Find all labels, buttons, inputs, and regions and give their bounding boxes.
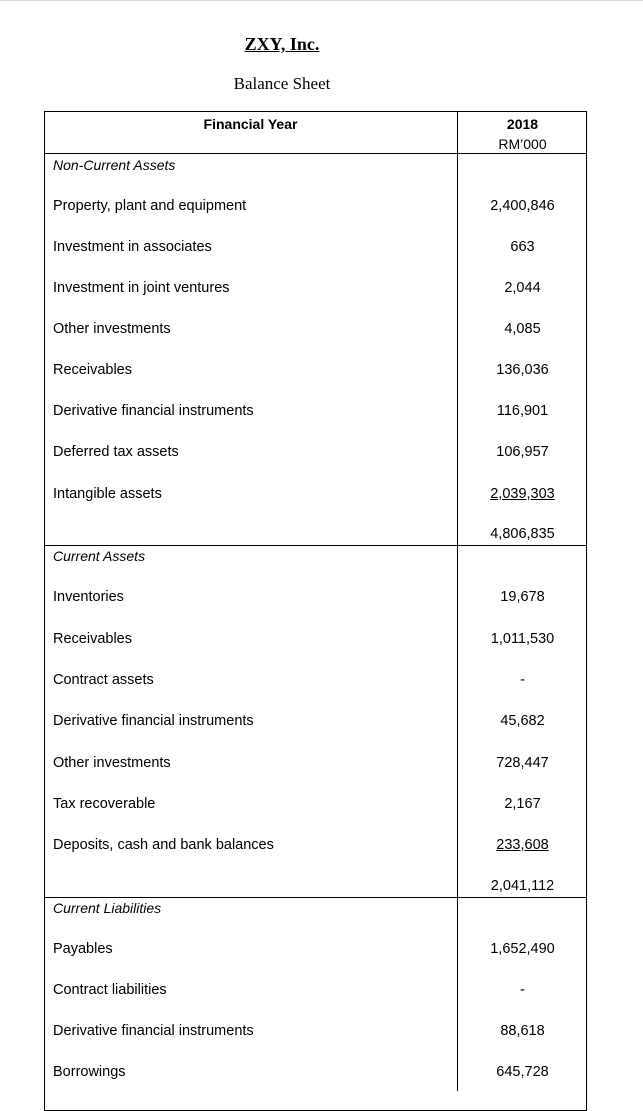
row-label: Investment in joint ventures [53,280,230,296]
row-value: 116,901 [496,403,549,419]
row-label: Investment in associates [53,239,212,255]
row-value: 45,682 [500,713,545,729]
company-name: ZXY, Inc. [244,34,320,54]
row-value: 136,036 [496,362,549,378]
row-label: Borrowings [53,1064,126,1080]
row-label: Deposits, cash and bank balances [53,837,274,853]
section-heading-current-assets: Current Assets [53,548,146,564]
row-label: Receivables [53,362,132,378]
section-heading-current-liabilities: Current Liabilities [53,900,162,916]
row-label: Other investments [53,755,171,771]
row-value: 19,678 [500,589,545,605]
row-label: Derivative financial instruments [53,713,254,729]
row-label: Derivative financial instruments [53,403,254,419]
non-current-assets-total: 4,806,835 [490,526,555,542]
row-value: 1,652,490 [490,941,555,957]
row-value: 1,011,530 [490,631,555,647]
row-value: 663 [510,239,535,255]
row-label: Inventories [53,589,124,605]
row-value: 728,447 [496,755,549,771]
section-heading-non-current-assets: Non-Current Assets [53,157,176,173]
document-title: Balance Sheet [233,74,331,93]
page-top-border [0,0,643,1]
balance-sheet-table [44,111,587,1111]
current-assets-total: 2,041,112 [490,878,555,894]
row-value: 106,957 [496,444,549,460]
row-value: 2,044 [504,280,541,296]
row-value: 4,085 [504,321,541,337]
row-value: 645,728 [496,1064,549,1080]
row-label: Contract assets [53,672,154,688]
row-label: Tax recoverable [53,796,156,812]
row-label: Other investments [53,321,171,337]
row-label: Intangible assets [53,486,162,502]
unit-header: RM’000 [498,136,547,152]
section-divider-current-liabilities [44,897,587,898]
section-divider-current-assets [44,545,587,546]
row-value: 2,039,303 [490,486,555,502]
row-value: - [520,672,525,688]
row-value: - [520,982,525,998]
row-label: Deferred tax assets [53,444,179,460]
row-label: Receivables [53,631,132,647]
row-label: Derivative financial instruments [53,1023,254,1039]
row-value: 2,400,846 [490,198,555,214]
header-divider [44,153,587,154]
row-label: Property, plant and equipment [53,198,247,214]
row-value: 233,608 [496,837,549,853]
row-label: Contract liabilities [53,982,167,998]
financial-year-header: Financial Year [203,116,298,132]
row-value: 2,167 [504,796,541,812]
row-value: 88,618 [500,1023,545,1039]
row-label: Payables [53,941,113,957]
year-header: 2018 [506,116,539,132]
